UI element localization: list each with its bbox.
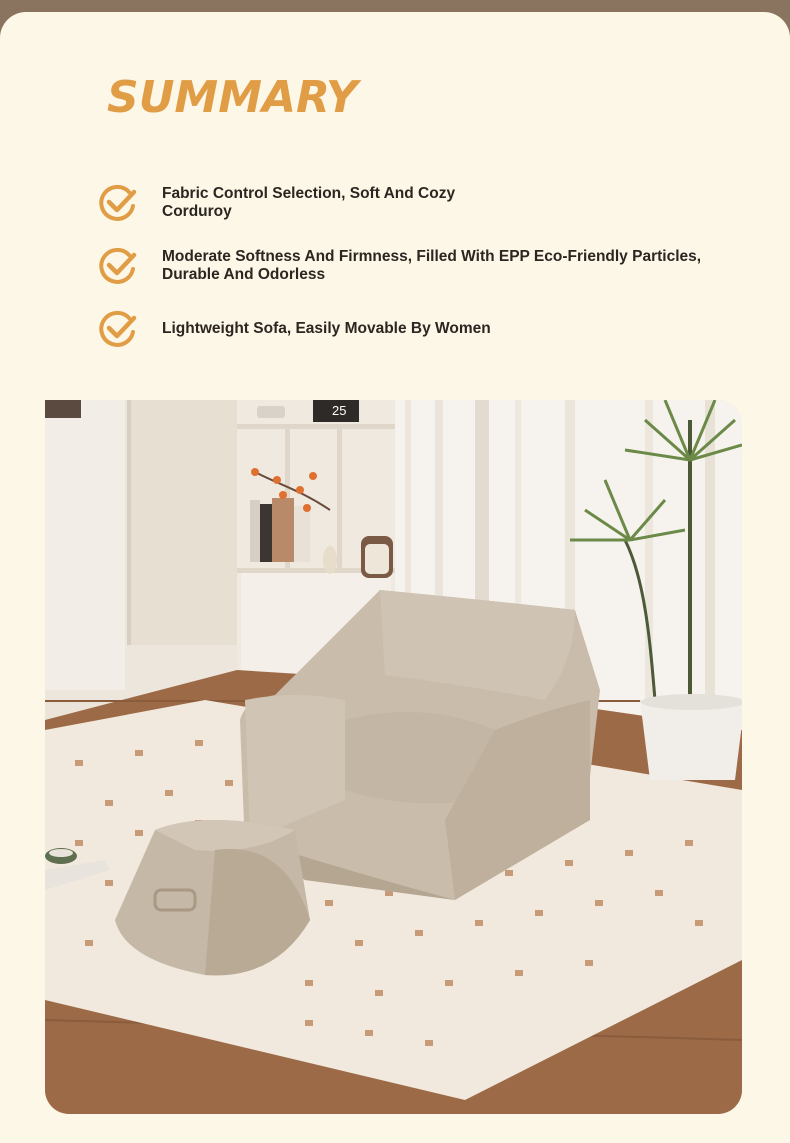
- feature-item-3: [98, 309, 718, 349]
- feature-text: Fabric Control Selection, Soft And Cozy Corduroy: [162, 185, 456, 220]
- feature-item-1: [98, 183, 718, 223]
- circle-check-icon: [98, 309, 138, 349]
- product-photo: [45, 400, 742, 1114]
- flip-clock-digits: 25: [332, 403, 347, 418]
- feature-item-2: [98, 246, 718, 286]
- feature-text: Lightweight Sofa, Easily Movable By Women: [162, 320, 491, 337]
- circle-check-icon: [98, 183, 138, 223]
- room-scene: [45, 400, 742, 1114]
- feature-text: Moderate Softness And Firmness, Filled With EPP Eco-Friendly Particles, Durable And Odorless: [162, 248, 702, 283]
- summary-title: SUMMARY: [107, 72, 358, 123]
- circle-check-icon: [98, 246, 138, 286]
